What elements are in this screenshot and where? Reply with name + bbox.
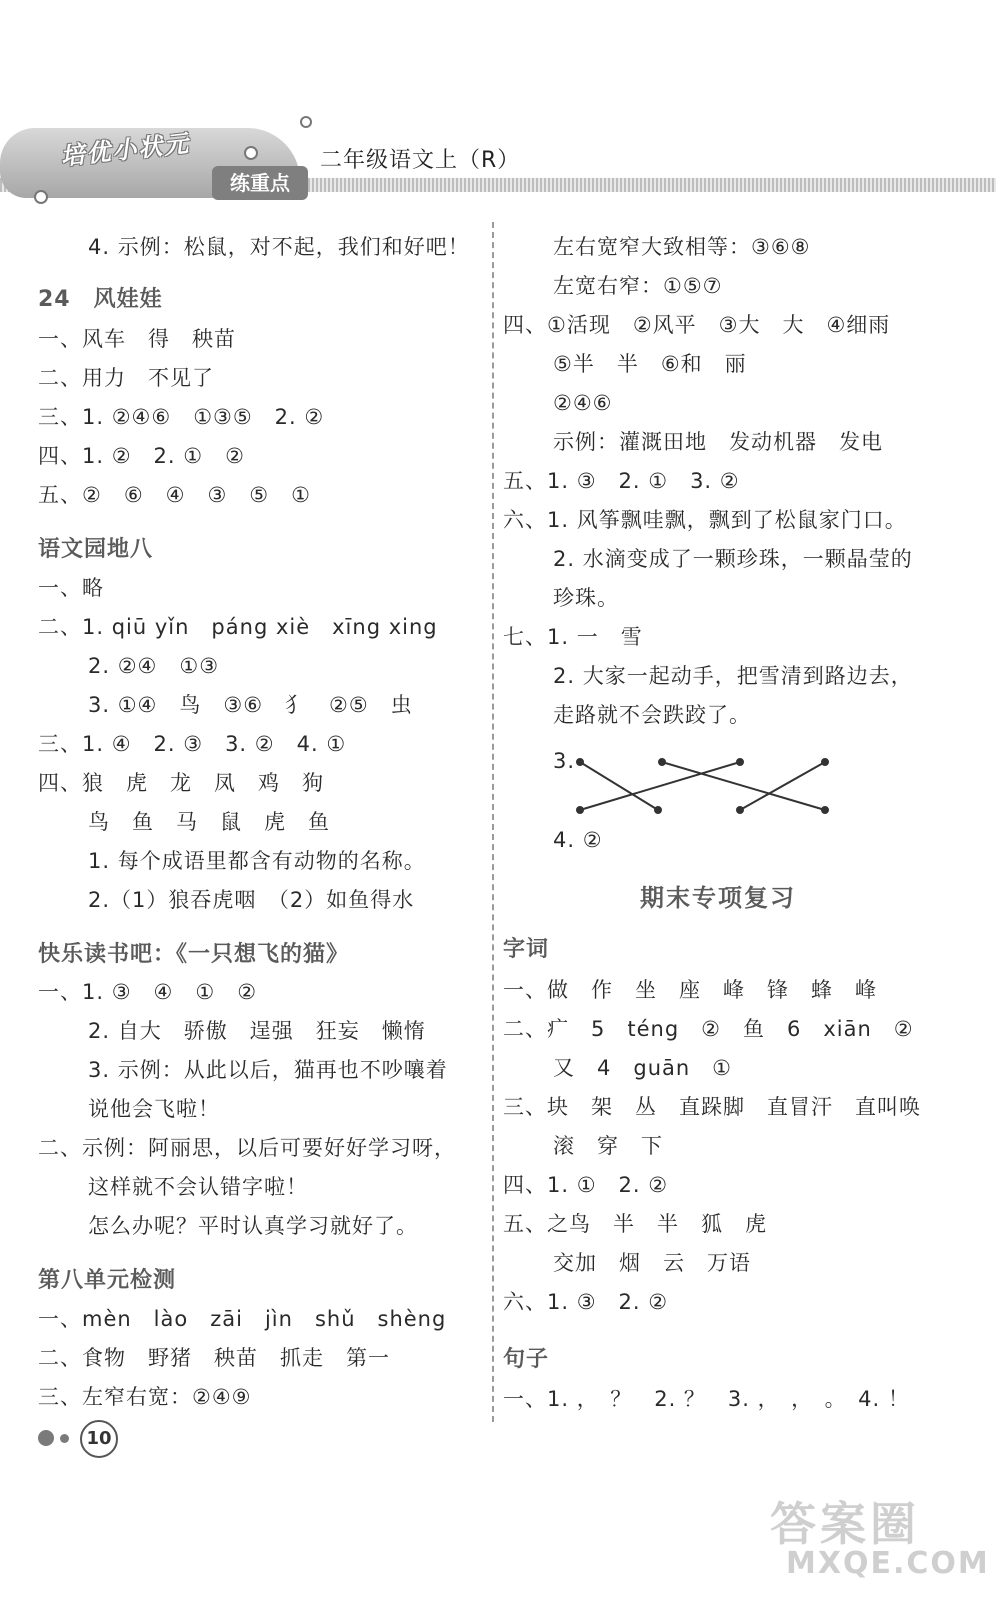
answer-line: 滚 穿 下 (553, 1134, 663, 1158)
match-dot (822, 759, 828, 765)
answer-line: 二、示例：阿丽思，以后可要好好学习呀， (38, 1136, 456, 1160)
answer-line: 二、1. qiū yǐn páng xiè xīng xing (38, 615, 438, 639)
answer-line: 四、1. ① 2. ② (503, 1173, 669, 1197)
answer-line: 四、1. ② 2. ① ② (38, 444, 245, 468)
answer-line: 1. 每个成语里都含有动物的名称。 (88, 849, 426, 873)
match-dot (737, 759, 743, 765)
column-divider (492, 222, 494, 1422)
section-heading: 第八单元检测 (38, 1268, 177, 1293)
decor-dot-icon (244, 146, 258, 160)
section-heading: 语文园地八 (38, 537, 154, 562)
section-heading: 24 风娃娃 (38, 287, 163, 312)
answer-line: 4. 示例：松鼠，对不起，我们和好吧！ (88, 235, 470, 259)
answer-line: 六、1. ③ 2. ② (503, 1290, 669, 1314)
answer-line: 二、用力 不见了 (38, 366, 214, 390)
answer-line: 六、1. 风筝飘哇飘，飘到了松鼠家门口。 (503, 508, 907, 532)
page-dot-icon (60, 1434, 69, 1443)
answer-line: 三、左窄右宽：②④⑨ (38, 1385, 252, 1409)
answer-line: 3. (553, 749, 576, 773)
answer-line: 这样就不会认错字啦！ (88, 1175, 308, 1199)
answer-line: 四、狼 虎 龙 凤 鸡 狗 (38, 771, 324, 795)
answer-line: 左宽右窄：①⑤⑦ (553, 274, 723, 298)
answer-line: 七、1. 一 雪 (503, 625, 643, 649)
watermark-main: 答案圈 (770, 1497, 920, 1551)
answer-line: 左右宽窄大致相等：③⑥⑧ (553, 235, 811, 259)
answer-line: 2. ②④ ①③ (88, 654, 220, 678)
answer-line: 一、做 作 坐 座 峰 锋 蜂 峰 (503, 978, 877, 1002)
answer-line: 3. 示例：从此以后，猫再也不吵嚷着 (88, 1058, 448, 1082)
page-dot-icon (38, 1430, 54, 1446)
answer-line: 三、块 架 丛 直跺脚 直冒汗 直叫唤 (503, 1095, 921, 1119)
answer-line: 鸟 鱼 马 鼠 虎 鱼 (88, 810, 330, 834)
match-dot (655, 807, 661, 813)
answer-line: 珍珠。 (553, 586, 619, 610)
matching-lines-figure (570, 752, 840, 822)
answer-line: 走路就不会跌跤了。 (553, 703, 751, 727)
answer-line: 2.（1）狼吞虎咽 （2）如鱼得水 (88, 888, 415, 912)
watermark-sub: MXQE.COM (786, 1546, 990, 1581)
match-line (662, 762, 825, 810)
answer-line: 怎么办呢？平时认真学习就好了。 (88, 1214, 418, 1238)
answer-line: 二、疒 5 téng ② 鱼 6 xiān ② (503, 1017, 914, 1041)
page-number: 10 (80, 1420, 118, 1458)
section-heading: 期末专项复习 (640, 884, 796, 912)
answer-line: 三、1. ②④⑥ ①③⑤ 2. ② (38, 405, 325, 429)
answer-line: 3. ①④ 鸟 ③⑥ 犭 ②⑤ 虫 (88, 693, 413, 717)
answer-line: 三、1. ④ 2. ③ 3. ② 4. ① (38, 732, 347, 756)
section-heading: 字词 (503, 937, 550, 962)
answer-line: 四、①活现 ②风平 ③大 大 ④细雨 (503, 313, 891, 337)
answer-line: 一、略 (38, 576, 104, 600)
answer-line: 交加 烟 云 万语 (553, 1251, 751, 1275)
section-heading: 快乐读书吧：《一只想飞的猫》 (38, 942, 350, 967)
answer-line: 2. 自大 骄傲 逞强 狂妄 懒惰 (88, 1019, 426, 1043)
watermark (760, 1488, 990, 1588)
answer-line: 一、风车 得 秧苗 (38, 327, 236, 351)
book-logo (0, 112, 320, 208)
page-title: 二年级语文上（R） (320, 148, 521, 173)
answer-line: 又 4 guān ① (553, 1056, 733, 1080)
answer-line: 说他会飞啦！ (88, 1097, 220, 1121)
match-dot (659, 759, 665, 765)
answer-line: 一、mèn lào zāi jìn shǔ shèng (38, 1307, 447, 1331)
match-dot (577, 759, 583, 765)
logo-badge: 练重点 (212, 166, 308, 200)
answer-line: 4. ② (553, 828, 603, 852)
answer-line: 五、之鸟 半 半 狐 虎 (503, 1212, 767, 1236)
decor-dot-icon (300, 116, 312, 128)
section-heading: 句子 (503, 1347, 550, 1372)
answer-line: 二、食物 野猪 秧苗 抓走 第一 (38, 1346, 390, 1370)
answer-line: ②④⑥ (553, 391, 613, 415)
match-line (580, 762, 740, 810)
match-dot (577, 807, 583, 813)
answer-line: 五、1. ③ 2. ① 3. ② (503, 469, 740, 493)
decor-dot-icon (34, 190, 48, 204)
answer-line: 一、1. ， ？ 2. ？ 3. ， ， 。 4. ！ (503, 1387, 910, 1411)
match-line (580, 762, 658, 810)
logo-text: 培优小状元 (59, 129, 192, 171)
match-line (740, 762, 825, 810)
answer-line: 五、② ⑥ ④ ③ ⑤ ① (38, 483, 311, 507)
answer-line: 2. 水滴变成了一颗珍珠，一颗晶莹的 (553, 547, 913, 571)
match-dot (822, 807, 828, 813)
match-dot (737, 807, 743, 813)
answer-line: 一、1. ③ ④ ① ② (38, 980, 258, 1004)
answer-line: 2. 大家一起动手，把雪清到路边去， (553, 664, 913, 688)
answer-line: 示例：灌溉田地 发动机器 发电 (553, 430, 883, 454)
answer-line: ⑤半 半 ⑥和 丽 (553, 352, 747, 376)
